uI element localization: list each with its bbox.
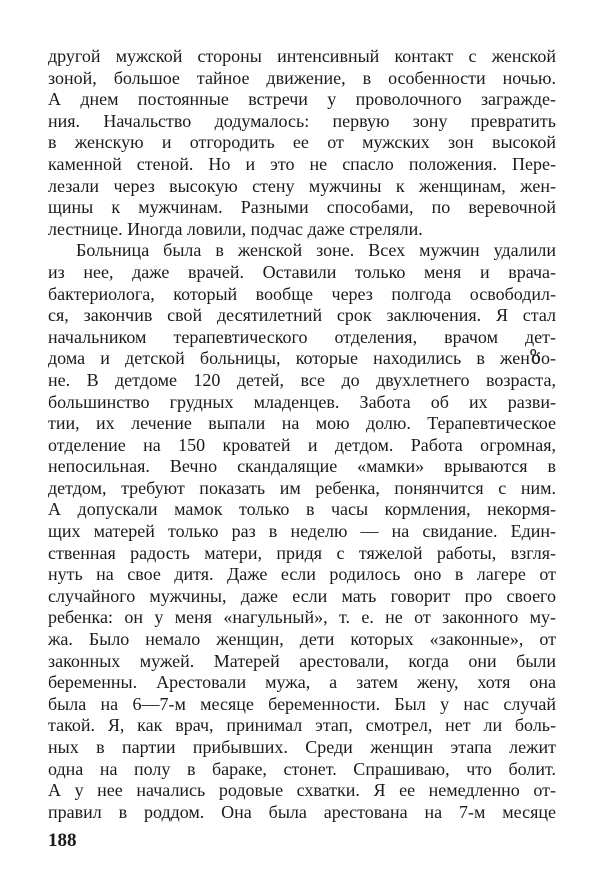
text-line: А допускали мамок только в часы кормления, некормя- [48, 499, 556, 520]
text-line: Больница была в женской зоне. Всех мужчин удалили [76, 240, 556, 261]
text-line: отделение на 150 кроватей и детдом. Работа огромная, [48, 434, 556, 455]
text-line: другой мужской стороны интенсивный контакт с женской [48, 46, 556, 66]
text-line: в женскую и отгородить ее от мужских зон высокой [48, 132, 556, 153]
text-line: детдом, требуют показать им ребенка, понянчится с ним. [48, 477, 556, 498]
text-line: каменной стеной. Но и это не спасло положения. Пере- [48, 153, 556, 174]
text-line: жа. Было немало женщин, дети которых «законные», от [48, 629, 556, 650]
text-line: случайного мужчины, даже если мать говорит про своего [48, 585, 556, 606]
text-line: ственная радость матери, придя с тяжелой работы, взгля- [48, 542, 556, 563]
text-line: дома и детской больницы, которые находились в женზо- [48, 348, 556, 369]
text-line: ных в партии прибывших. Среди женщин этапа лежит [48, 737, 556, 757]
text-line: лезали через высокую стену мужчины к женщинам, жен- [48, 175, 556, 196]
text-line: А у нее начались родовые схватки. Я ее немедленно от- [48, 780, 556, 801]
text-line: большинство грудных младенцев. Забота об их разви- [48, 391, 556, 412]
text-line: такой. Я, как врач, принимал этап, смотрел, нет ли боль- [48, 715, 556, 736]
text-line: ребенка: он у меня «нагульный», т. е. не от законного му- [48, 607, 556, 628]
text-line: зоной, большое тайное движение, в особенности ночью. [48, 67, 556, 88]
text-line: лестнице. Иногда ловили, подчас даже стреляли. [48, 218, 423, 239]
text-line: А днем постоянные встречи у проволочного загражде- [48, 89, 556, 110]
text-line: не. В детдоме 120 детей, все до двухлетнего возраста, [48, 369, 556, 390]
text-line: правил в роддом. Она была арестована на 7-м месяце [48, 801, 556, 822]
text-line: из нее, даже врачей. Оставили только меня и врача- [48, 261, 556, 282]
text-line: беременны. Арестовали мужа, а затем жену, хотя она [48, 672, 556, 693]
text-line: бактериолога, который вообще через полгода освободил- [48, 283, 556, 304]
page-body [48, 46, 556, 823]
text-line: начальником терапевтического отделения, врачом дет- [48, 326, 556, 347]
text-line: непосильная. Вечно скандалящие «мамки» врываются в [48, 456, 556, 477]
text-line: ся, закончив свой десятилетний срок заключения. Я стал [48, 305, 556, 326]
text-line: щины к мужчинам. Разными способами, по веревочной [48, 197, 556, 218]
text-line: тии, их лечение выпали на мою долю. Терапевтическое [48, 413, 556, 434]
paragraph [48, 46, 556, 240]
paragraph [48, 240, 556, 823]
text-line: была на 6—7-м месяце беременности. Был у нас случай [48, 693, 556, 714]
text-line: законных мужей. Матерей арестовали, когда они были [48, 650, 556, 671]
text-line: ния. Начальство додумалось: первую зону превратить [48, 110, 556, 131]
text-line: нуть на свое дитя. Даже если родилось оно в лагере от [48, 564, 556, 585]
text-line: одна на полу в бараке, стонет. Спрашиваю, что болит. [48, 758, 556, 779]
page-number: 188 [48, 830, 77, 851]
text-line: щих матерей только раз в неделю — на свидание. Един- [48, 521, 556, 542]
